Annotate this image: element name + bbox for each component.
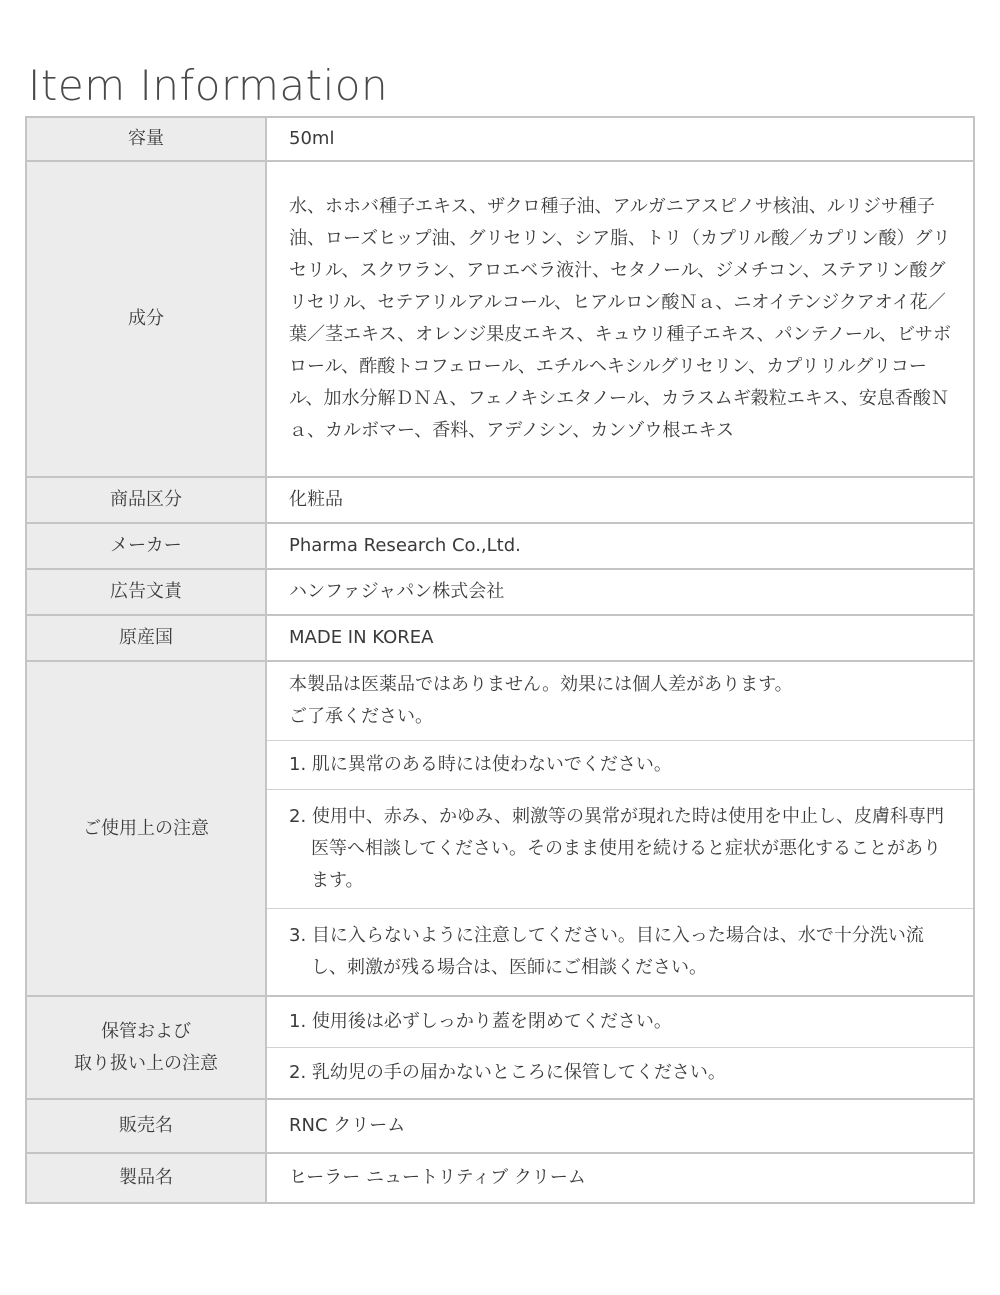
- precautions-intro-line2: ご了承ください。: [289, 706, 433, 727]
- origin-label: 原産国: [26, 615, 266, 661]
- origin-value: MADE IN KOREA: [266, 615, 974, 661]
- capacity-value: 50ml: [266, 117, 974, 161]
- storage-item-1-text: 1. 使用後は必ずしっかり蓋を閉めてください。: [289, 1011, 672, 1032]
- advertiser-label: 広告文責: [26, 569, 266, 615]
- storage-label: [26, 996, 266, 1099]
- storage-item-2-text: 2. 乳幼児の手の届かないところに保管してください。: [289, 1062, 726, 1083]
- precautions-item-2: [267, 789, 973, 908]
- precautions-item-3-text: 3. 目に入らないように注意してください。目に入った場合は、水で十分洗い流し、刺激が残る場合は、医師にご相談ください。: [289, 925, 924, 978]
- table-row-origin: [26, 615, 974, 661]
- storage-item-1: [267, 997, 973, 1047]
- table-row-advertiser: [26, 569, 974, 615]
- precautions-item-2-text: 2. 使用中、赤み、かゆみ、刺激等の異常が現れた時は使用を中止し、皮膚科専門医等へ相談してください。そのまま使用を続けると症状が悪化することがあります。: [289, 806, 945, 891]
- table-row-maker: [26, 523, 974, 569]
- capacity-label: 容量: [26, 117, 266, 161]
- precautions-item-1-text: 1. 肌に異常のある時には使わないでください。: [289, 754, 672, 775]
- category-label: 商品区分: [26, 477, 266, 523]
- table-row-sales-name: [26, 1099, 974, 1153]
- maker-label: メーカー: [26, 523, 266, 569]
- storage-value: [266, 996, 974, 1099]
- storage-item-2: [267, 1047, 973, 1098]
- precautions-intro-line1: 本製品は医薬品ではありません。効果には個人差があります。: [289, 674, 793, 695]
- table-row-storage: [26, 996, 974, 1099]
- storage-label-line2: 取り扱い上の注意: [74, 1052, 218, 1074]
- table-row-category: [26, 477, 974, 523]
- page-title: Item Information: [28, 61, 389, 110]
- precautions-item-3: [267, 908, 973, 995]
- sales-name-label: 販売名: [26, 1099, 266, 1153]
- item-information-table: [25, 116, 975, 1204]
- precautions-value: [266, 661, 974, 996]
- sales-name-value: RNC クリーム: [266, 1099, 974, 1153]
- product-name-label: 製品名: [26, 1153, 266, 1203]
- storage-label-line1: 保管および: [101, 1020, 191, 1042]
- product-name-value: ヒーラー ニュートリティブ クリーム: [266, 1153, 974, 1203]
- maker-value: Pharma Research Co.,Ltd.: [266, 523, 974, 569]
- precautions-label: ご使用上の注意: [26, 661, 266, 996]
- table-row-ingredients: [26, 161, 974, 477]
- precautions-intro: [267, 662, 973, 740]
- ingredients-value: 水、ホホバ種子エキス、ザクロ種子油、アルガニアスピノサ核油、ルリジサ種子油、ローズヒップ油、グリセリン、シア脂、トリ（カプリル酸／カプリン酸）グリセリル、スクワラン、アロエベラ液汁、セタノール、ジメチコン、ステアリン酸グリセリル、セテアリルアルコール、ヒアルロン酸Ｎａ、ニオイテンジクアオイ花／葉／茎エキス、オレンジ果皮エキス、キュウリ種子エキス、パンテノール、ビサボロール、酢酸トコフェロール、エチルヘキシルグリセリン、カプリリルグリコール、加水分解ＤＮＡ、フェノキシエタノール、カラスムギ穀粒エキス、安息香酸Ｎａ、カルボマー、香料、アデノシン、カンゾウ根エキス: [266, 161, 974, 477]
- category-value: 化粧品: [266, 477, 974, 523]
- table-row-capacity: [26, 117, 974, 161]
- precautions-item-1: [267, 740, 973, 789]
- advertiser-value: ハンファジャパン株式会社: [266, 569, 974, 615]
- ingredients-label: 成分: [26, 161, 266, 477]
- table-row-precautions: [26, 661, 974, 996]
- table-row-product-name: [26, 1153, 974, 1203]
